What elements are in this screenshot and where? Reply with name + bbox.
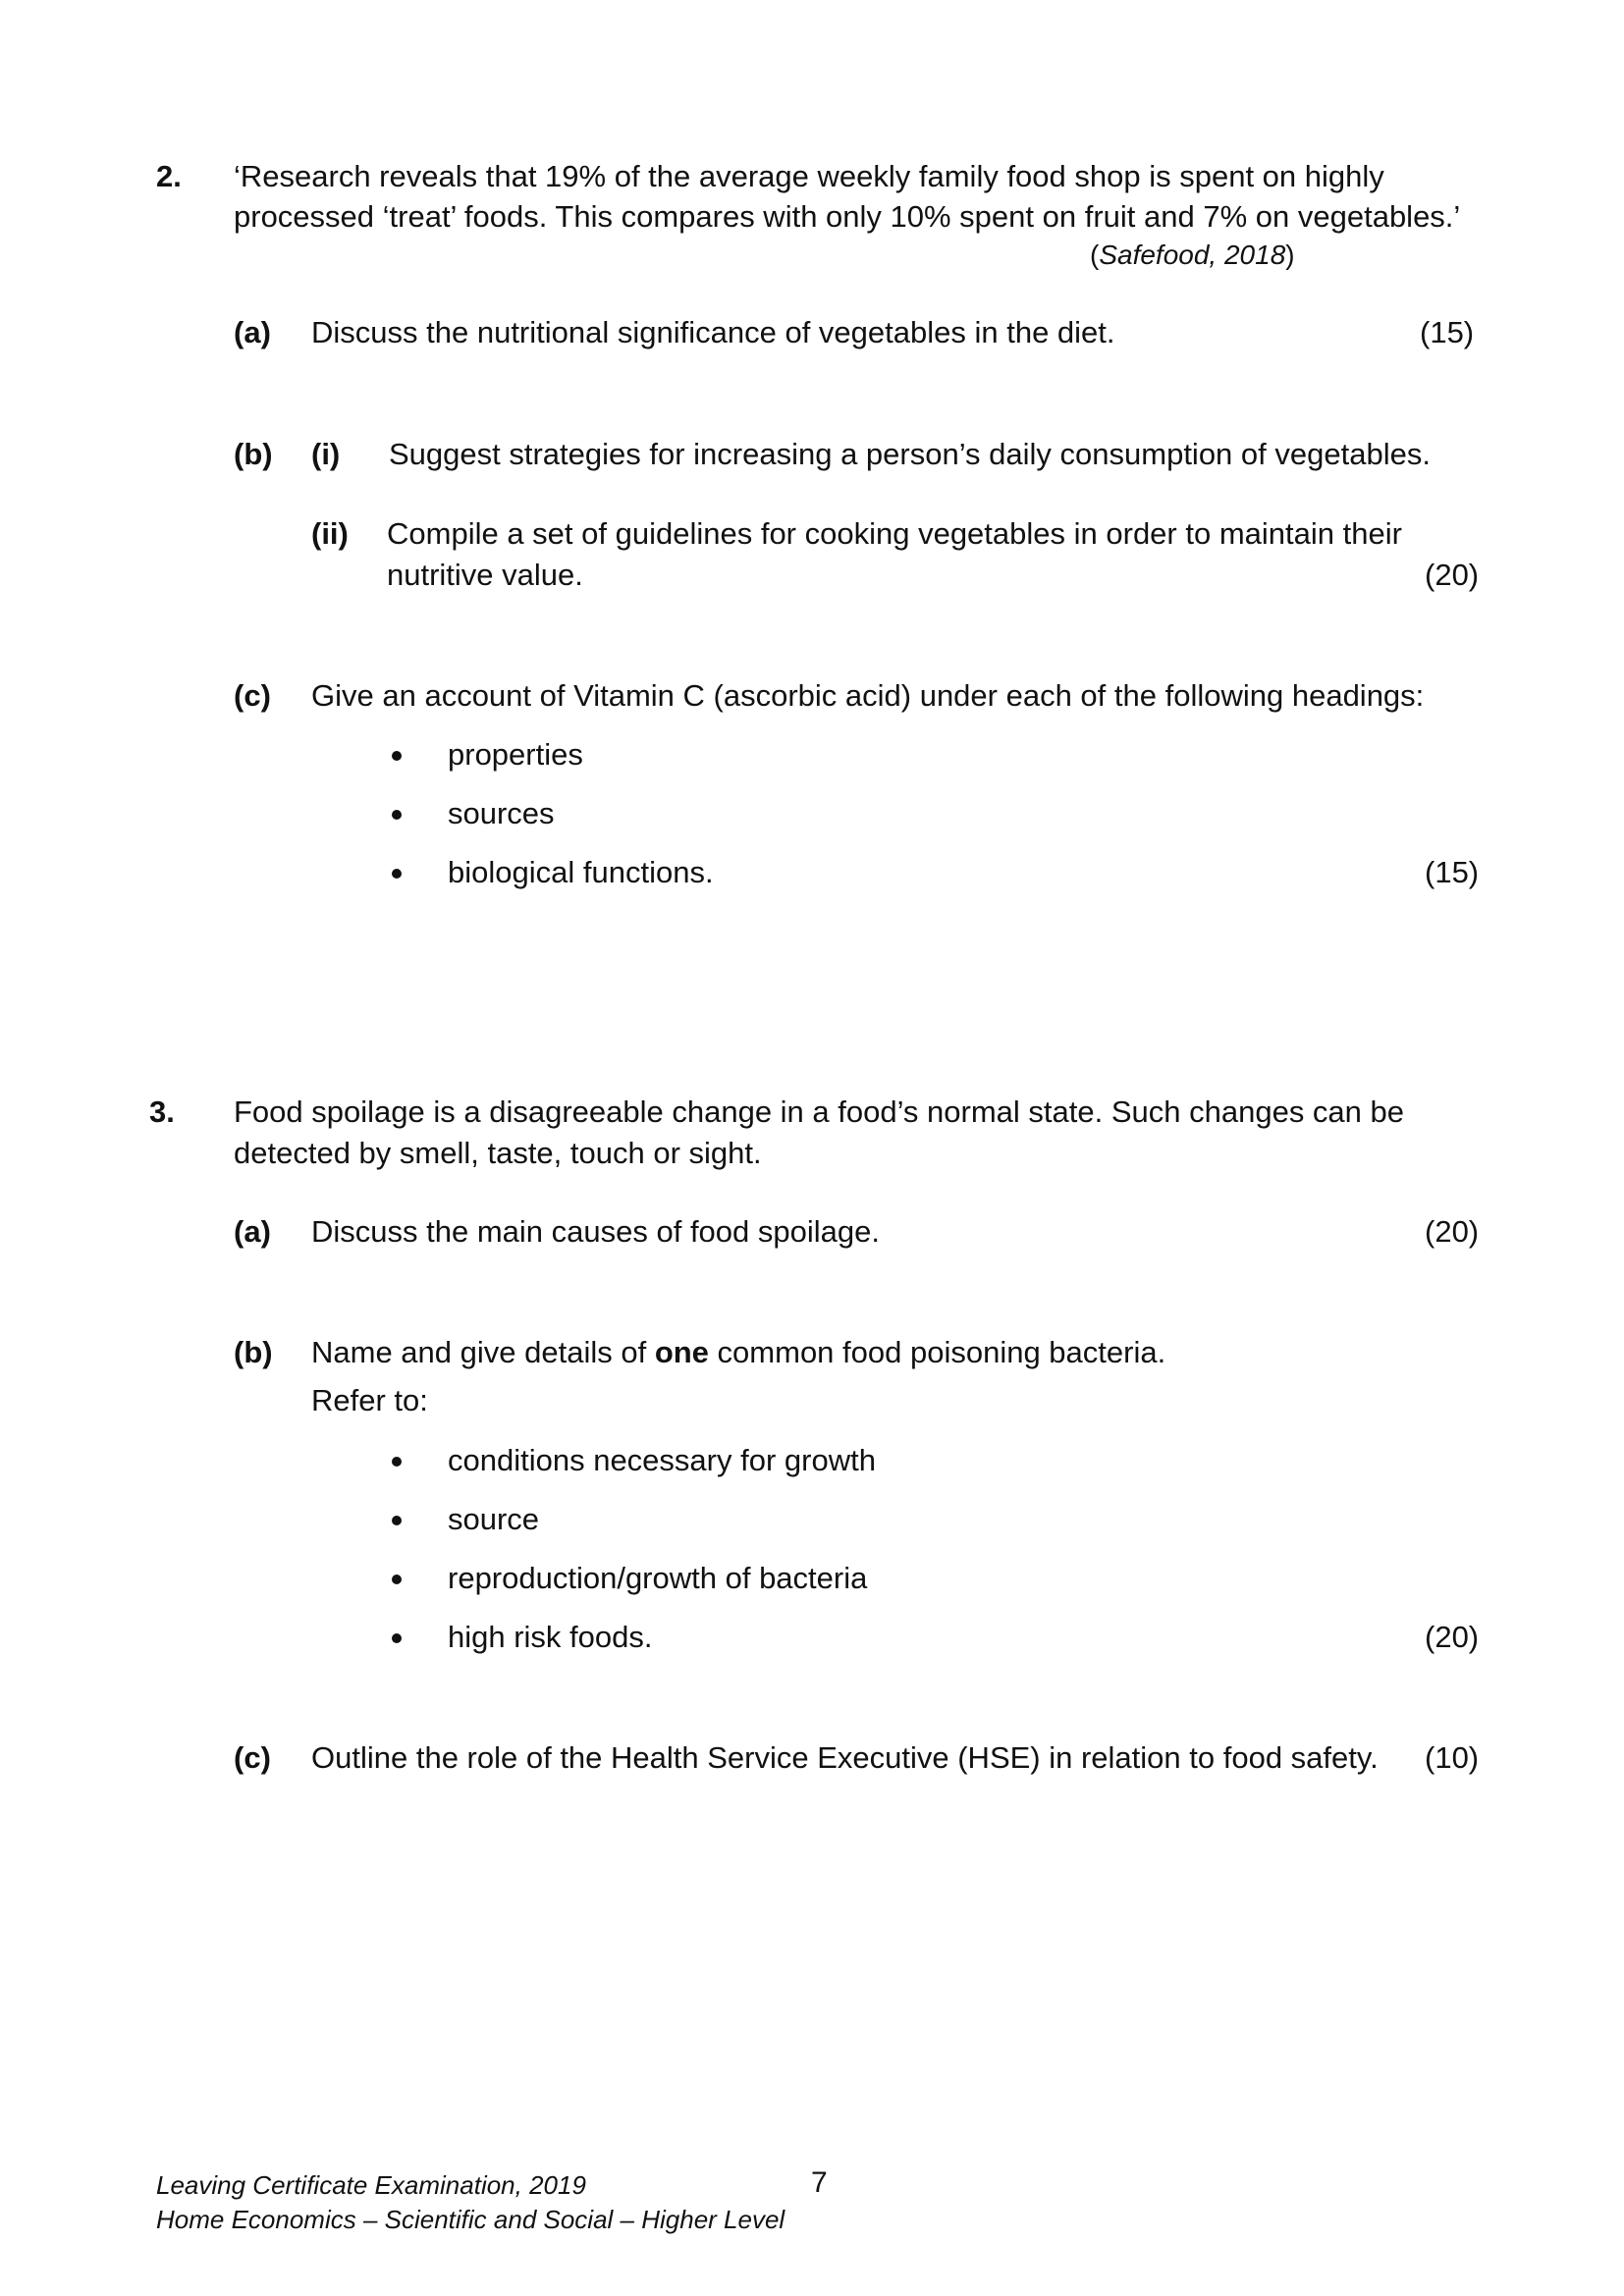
q3-b-text-bold: one [654, 1335, 709, 1369]
q3-c-marks: (10) [1425, 1740, 1480, 1775]
question-2-intro-line2: processed ‘treat’ foods. This compares with only 10% spent on fruit and 7% on vegetables.’ [234, 199, 1461, 234]
bullet-icon [392, 810, 402, 820]
citation-open: ( [1090, 240, 1100, 270]
bullet-icon [392, 1633, 402, 1643]
bullet-icon [392, 1575, 402, 1584]
q3-a-text: Discuss the main causes of food spoilage. [311, 1214, 880, 1249]
q3-b-text [311, 1333, 1165, 1372]
q3-b-text-pre: Name and give details of [311, 1335, 655, 1369]
q2-a-marks: (15) [1420, 315, 1475, 349]
q3-a-marks: (20) [1425, 1214, 1480, 1249]
q3-b-bullet-2: source [448, 1502, 540, 1536]
q3-c-text: Outline the role of the Health Service Executive (HSE) in relation to food safety. [311, 1740, 1379, 1775]
q2-c-bullet-1: properties [448, 737, 583, 772]
bullet-icon [392, 751, 402, 761]
citation-close: ) [1285, 240, 1295, 270]
footer-line2: Home Economics – Scientific and Social – Higher Level [156, 2205, 785, 2234]
q3-b-bullet-4: high risk foods. [448, 1620, 653, 1654]
page-number: 7 [811, 2166, 828, 2199]
q2-a-label: (a) [234, 315, 271, 349]
q2-b-marks: (20) [1425, 558, 1480, 592]
q3-b-bullet-1: conditions necessary for growth [448, 1443, 876, 1477]
q2-a-text: Discuss the nutritional significance of vegetables in the diet. [311, 315, 1115, 349]
footer-line1: Leaving Certificate Examination, 2019 [156, 2170, 586, 2200]
q2-b-label: (b) [234, 437, 273, 471]
bullet-icon [392, 869, 402, 879]
bullet-icon [392, 1457, 402, 1467]
q2-b-ii-line1: Compile a set of guidelines for cooking vegetables in order to maintain their [387, 516, 1402, 551]
bullet-icon [392, 1516, 402, 1525]
q2-b-i-label: (i) [311, 437, 341, 471]
question-2-number: 2. [156, 159, 182, 193]
q3-b-refer: Refer to: [311, 1383, 428, 1417]
q3-b-label: (b) [234, 1335, 273, 1369]
question-2-intro-line1: ‘Research reveals that 19% of the average weekly family food shop is spent on highly [234, 159, 1384, 193]
question-3-number: 3. [149, 1095, 175, 1129]
q3-b-marks: (20) [1425, 1620, 1480, 1654]
citation-source: Safefood, 2018 [1099, 240, 1286, 270]
q2-c-marks: (15) [1425, 855, 1480, 889]
q2-b-ii-line2: nutritive value. [387, 558, 583, 592]
q3-b-text-post: common food poisoning bacteria. [708, 1335, 1166, 1369]
q2-b-ii-label: (ii) [311, 516, 349, 551]
q3-b-bullet-3: reproduction/growth of bacteria [448, 1561, 868, 1595]
q2-b-i-text: Suggest strategies for increasing a person’s daily consumption of vegetables. [389, 437, 1431, 471]
q3-a-label: (a) [234, 1214, 271, 1249]
q2-c-bullet-2: sources [448, 796, 555, 830]
question-3-intro-line1: Food spoilage is a disagreeable change in a food’s normal state. Such changes can be [234, 1095, 1405, 1129]
q2-c-bullet-3: biological functions. [448, 855, 714, 889]
question-2-citation [1090, 236, 1295, 275]
q2-c-label: (c) [234, 678, 271, 713]
q3-c-label: (c) [234, 1740, 271, 1775]
q2-c-text: Give an account of Vitamin C (ascorbic acid) under each of the following headings: [311, 678, 1425, 713]
question-3-intro-line2: detected by smell, taste, touch or sight. [234, 1136, 762, 1170]
